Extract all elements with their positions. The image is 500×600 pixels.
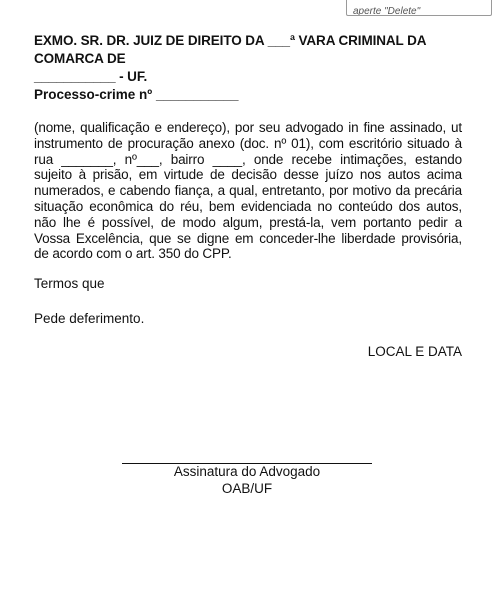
case-number-line: Processo-crime nº ___________ [34,87,239,102]
hint-line-2: aperte "Delete" [353,6,421,16]
addressee-heading [34,32,462,86]
addressee-line-1: EXMO. SR. DR. JUIZ DE DIREITO DA ___ª VARA CRIMINAL DA COMARCA DE [34,33,426,66]
addressee-line-2: ___________ - UF. [34,69,148,84]
petition-body-paragraph: (nome, qualificação e endereço), por seu advogado in fine assinado, ut instrumento de procuração anexo (doc. nº 01), com escritório situado à rua _______, nº___, bairro ____, onde recebe intimações, estando sujeito à prisão, em virtude de decisão desse juízo nos autos acima numerados, e cabendo fiança, a qual, entretanto, por motivo da precária situação econômica do réu, bem evidenciada no conteúdo dos autos, não lhe é possível, de modo algum, prestá-la, vem portanto pedir a Vossa Excelência, que se digne em conceder-lhe liberdade provisória, de acordo com o art. 350 do CPP. [34,120,462,262]
signature-label: Assinatura do Advogado [173,464,321,479]
oab-registration-label: OAB/UF [221,481,273,496]
delete-hint-box [346,0,492,16]
request-phrase: Pede deferimento. [34,311,145,326]
closing-phrase: Termos que [34,276,105,291]
place-and-date: LOCAL E DATA [367,344,462,359]
